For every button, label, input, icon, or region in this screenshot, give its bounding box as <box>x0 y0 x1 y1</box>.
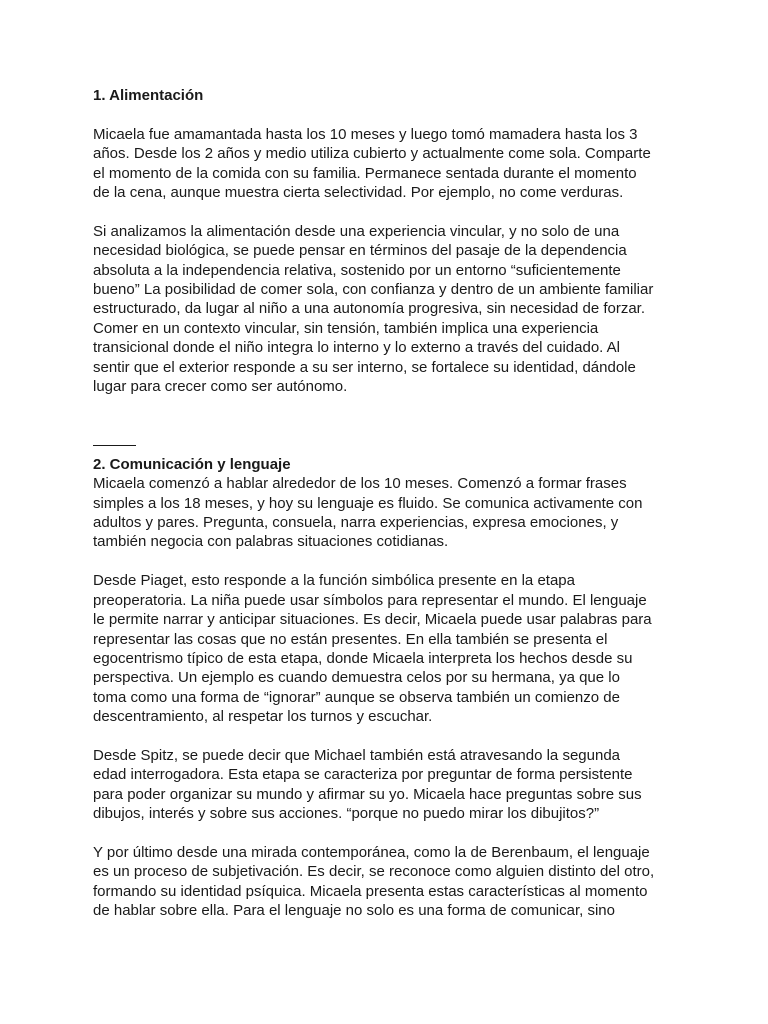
section-1-paragraph-1 <box>93 125 683 203</box>
text-line: de la cena, aunque muestra cierta selectividad. Por ejemplo, no come verduras. <box>93 184 624 202</box>
section-2-heading: 2. Comunicación y lenguaje <box>93 455 291 473</box>
text-line: estructurado, da lugar al niño a una autonomía progresiva, sin necesidad de forzar. <box>93 300 646 318</box>
text-line: transicional donde el niño integra lo interno y lo externo a través del cuidado. Al <box>93 339 620 357</box>
section-1-paragraph-2 <box>93 222 683 397</box>
spacer <box>93 552 683 571</box>
text-line: Micaela fue amamantada hasta los 10 meses y luego tomó mamadera hasta los 3 <box>93 125 638 143</box>
text-line: dibujos, interés y sobre sus acciones. “porque no puedo mirar los dibujitos?” <box>93 805 600 823</box>
spacer <box>93 824 683 843</box>
text-line: sentir que el exterior responde a su ser interno, se fortalece su identidad, dándole <box>93 358 636 376</box>
text-line: años. Desde los 2 años y medio utiliza cubierto y actualmente come sola. Comparte <box>93 145 651 163</box>
spacer <box>93 202 683 221</box>
text-line: egocentrismo típico de esta etapa, donde Micaela interpreta los hechos desde su <box>93 649 633 667</box>
text-line: descentramiento, al respetar los turnos y escuchar. <box>93 708 433 726</box>
text-line: formando su identidad psíquica. Micaela presenta estas características al momento <box>93 882 648 900</box>
text-line: de hablar sobre ella. Para el lenguaje no solo es una forma de comunicar, sino <box>93 902 615 920</box>
text-line: toma como una forma de “ignorar” aunque se observa también un comienzo de <box>93 688 620 706</box>
text-line: bueno” La posibilidad de comer sola, con confianza y dentro de un ambiente familiar <box>93 281 654 299</box>
section-divider <box>93 445 136 446</box>
text-line: necesidad biológica, se puede pensar en términos del pasaje de la dependencia <box>93 242 627 260</box>
section-2-paragraph-3 <box>93 746 683 824</box>
document-page <box>93 86 683 921</box>
text-line: preoperatoria. La niña puede usar símbolos para representar el mundo. El lenguaje <box>93 591 647 609</box>
text-line: le permite narrar y anticipar situaciones. Es decir, Micaela puede usar palabras para <box>93 611 652 629</box>
spacer <box>93 727 683 746</box>
text-line: perspectiva. Un ejemplo es cuando demuestra celos por su hermana, ya que lo <box>93 669 620 687</box>
section-2-paragraph-2 <box>93 571 683 726</box>
text-line: Micaela comenzó a hablar alrededor de los 10 meses. Comenzó a formar frases <box>93 475 627 493</box>
text-line: simples a los 18 meses, y hoy su lenguaje es fluido. Se comunica activamente con <box>93 494 643 512</box>
text-line: el momento de la comida con su familia. Permanece sentada durante el momento <box>93 164 637 182</box>
spacer <box>93 396 683 415</box>
text-line: lugar para crecer como ser autónomo. <box>93 378 348 396</box>
text-line: es un proceso de subjetivación. Es decir, se reconoce como alguien distinto del otro, <box>93 863 655 881</box>
text-line: absoluta a la independencia relativa, sostenido por un entorno “suficientemente <box>93 261 621 279</box>
section-2-paragraph-1 <box>93 474 683 552</box>
text-line: edad interrogadora. Esta etapa se caracteriza por preguntar de forma persistente <box>93 766 633 784</box>
spacer <box>93 105 683 124</box>
text-line: Desde Piaget, esto responde a la función simbólica presente en la etapa <box>93 572 575 590</box>
spacer <box>93 416 683 445</box>
section-2-paragraph-4 <box>93 843 683 921</box>
text-line: Comer en un contexto vincular, sin tensión, también implica una experiencia <box>93 319 599 337</box>
text-line: para poder organizar su mundo y afirmar su yo. Micaela hace preguntas sobre sus <box>93 785 642 803</box>
text-line: representar las cosas que no están presentes. En ella también se presenta el <box>93 630 608 648</box>
text-line: adultos y pares. Pregunta, consuela, narra experiencias, expresa emociones, y <box>93 514 619 532</box>
section-1-heading: 1. Alimentación <box>93 87 204 104</box>
text-line: Si analizamos la alimentación desde una experiencia vincular, y no solo de una <box>93 222 620 240</box>
text-line: también negocia con palabras situaciones cotidianas. <box>93 533 449 551</box>
text-line: Desde Spitz, se puede decir que Michael también está atravesando la segunda <box>93 746 620 764</box>
text-line: Y por último desde una mirada contemporánea, como la de Berenbaum, el lenguaje <box>93 843 650 861</box>
